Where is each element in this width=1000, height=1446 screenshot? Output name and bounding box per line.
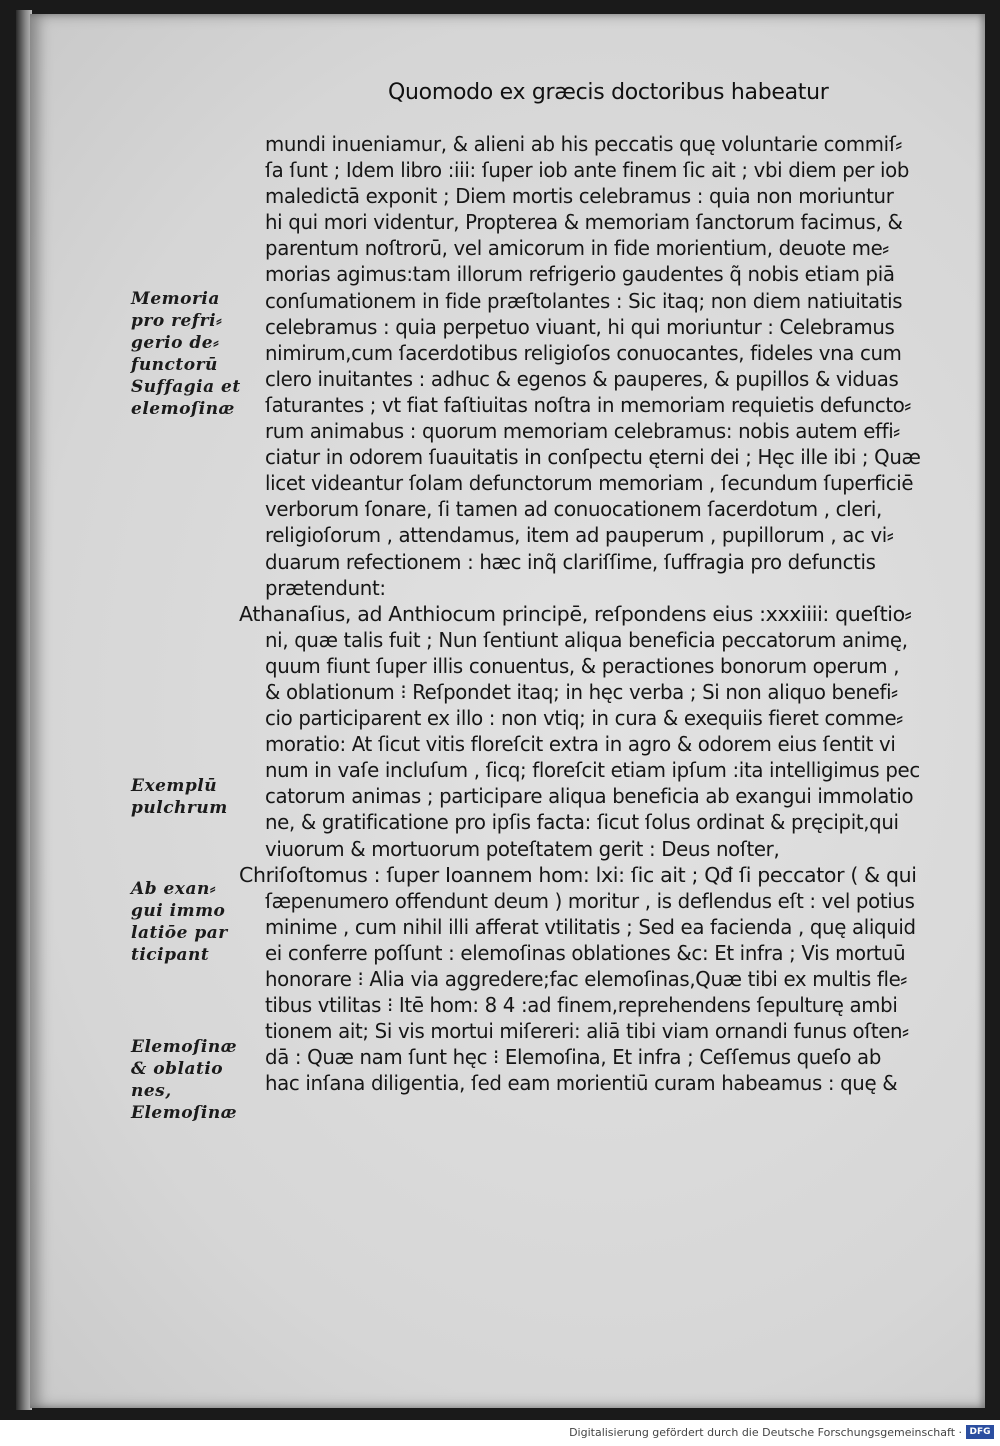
margin-note-line: Memoria <box>131 289 220 309</box>
text-line: quum fiunt ſuper illis conuentus, & peractiones bonorum operum , <box>265 653 900 678</box>
text-line: num in vaſe incluſum , ſicq; floreſcit etiam ipſum :ita intelligimus pec <box>265 758 920 783</box>
margin-note-line: gerio de⸗ <box>131 333 220 353</box>
margin-note-line: functorū <box>131 355 218 375</box>
text-line: hac inſana diligentia, ſed eam morientiū curam habeamus : quę & <box>265 1071 898 1096</box>
text-line: ſaturantes ; vt fiat faſtiuitas noſtra in memoriam requietis defuncto⸗ <box>265 392 911 417</box>
margin-note-line: Elemoſinæ <box>131 1103 238 1123</box>
margin-note-memoria <box>131 288 241 420</box>
text-line: ciatur in odorem ſuauitatis in conſpectu ęterni dei ; Hęc ille ibi ; Quæ <box>265 445 921 470</box>
text-line: tibus vtilitas ⁝ Itē hom: 8 4 :ad finem,reprehendens ſepulturę ambi <box>265 993 898 1018</box>
margin-note-exangui <box>131 878 228 966</box>
text-line: duarum refectionem : hæc inq̃ clariſſime, ſuffragia pro defunctis <box>265 549 876 574</box>
text-line: Chriſoſtomus : ſuper Ioannem hom: lxi: ſic ait ; Qđ ſi peccator ( & qui <box>239 862 917 887</box>
text-line: mundi inueniamur, & alieni ab his peccatis quę voluntarie commiſ⸗ <box>265 132 902 156</box>
margin-note-line: Ab exan⸗ <box>131 879 216 899</box>
text-line: moratio: At ſicut vitis floreſcit extra in agro & odorem eius ſentit vi <box>265 732 896 757</box>
text-line: & oblationum ⁝ Reſpondet itaq; in hęc verba ; Si non aliquo benefi⸗ <box>265 679 898 704</box>
text-line: catorum animas ; participare aliqua beneficia ab exangui immolatio <box>265 784 914 809</box>
text-line: ni, quæ talis fuit ; Nun ſentiunt aliqua beneficia peccatorum animę, <box>265 627 908 652</box>
text-line: parentum noſtrorū, vel amicorum in fide morientium, deuote me⸗ <box>265 236 889 261</box>
margin-note-line: Suffagia et <box>131 377 241 397</box>
text-line: viuorum & mortuorum poteſtatem gerit : Deus noſter, <box>265 836 780 861</box>
margin-note-line: nes, <box>131 1081 172 1101</box>
text-line: religioſorum , attendamus, item ad pauperum , pupillorum , ac vi⸗ <box>265 523 894 548</box>
text-line: hi qui mori videntur, Propterea & memoriam ſanctorum facimus, & <box>265 210 903 235</box>
text-line: cio participarent ex illo : non vtiq; in cura & exequiis fieret comme⸗ <box>265 706 903 731</box>
text-line: verborum ſonare, ſi tamen ad conuocationem ſacerdotum , cleri, <box>265 497 882 522</box>
margin-note-exemplum <box>131 775 228 819</box>
margin-note-elemosinae <box>131 1036 237 1124</box>
text-line: licet videantur ſolam defunctorum memoriam , ſecundum ſuperficiē <box>265 471 914 496</box>
margin-note-line: & oblatio <box>131 1059 224 1079</box>
text-line: honorare ⁝ Alia via aggredere;fac elemoſinas,Quæ tibi ex multis fle⸗ <box>265 967 907 991</box>
margin-note-line: elemoſinæ <box>131 399 235 419</box>
digitization-credit: Digitalisierung gefördert durch die Deutsche Forschungsgemeinschaft · <box>569 1426 962 1439</box>
running-title: Quomodo ex græcis doctoribus habeatur <box>388 80 829 105</box>
text-line: nimirum,cum ſacerdotibus religioſos conuocantes, fideles vna cum <box>265 340 902 365</box>
text-line: prætendunt: <box>265 575 386 600</box>
margin-note-line: latiōe par <box>131 923 228 943</box>
margin-note-line: Elemoſinæ <box>131 1037 238 1057</box>
text-line: rum animabus : quorum memoriam celebramus: nobis autem effi⸗ <box>265 419 900 444</box>
text-line: ſa ſunt ; Idem libro :iii: ſuper iob ante finem ſic ait ; vbi diem per iob <box>265 158 910 183</box>
text-line: celebramus : quia perpetuo viuant, hi qui moriuntur : Celebramus <box>265 314 895 339</box>
text-line: ei conferre poſſunt : elemoſinas oblationes &c: Et infra ; Vis mortuū <box>265 940 906 965</box>
text-line: tionem ait; Si vis mortui miſereri: aliā tibi viam ornandi funus oſten⸗ <box>265 1019 909 1044</box>
text-line: clero inuitantes : adhuc & egenos & pauperes, & pupillos & viduas <box>265 366 899 391</box>
margin-note-line: pro refri⸗ <box>131 311 223 331</box>
text-line: maledictā exponit ; Diem mortis celebramus : quia non moriuntur <box>265 184 894 209</box>
margin-note-line: ticipant <box>131 945 210 965</box>
dfg-logo: DFG <box>966 1425 994 1439</box>
text-line: minime , cum nihil illi afferat vtilitatis ; Sed ea facienda , quę aliquid <box>265 914 916 939</box>
text-line: conſumationem in fide præſtolantes : Sic itaq; non diem natiuitatis <box>265 288 903 313</box>
text-line: morias agimus:tam illorum refrigerio gaudentes q̃ nobis etiam piā <box>265 262 895 287</box>
text-line: ne, & gratificatione pro ipſis facta: ſicut ſolus ordinat & pręcipit,qui <box>265 810 899 835</box>
margin-note-line: pulchrum <box>131 798 228 818</box>
margin-note-line: Exemplū <box>131 776 218 796</box>
text-line: ſæpenumero offendunt deum ) moritur , is deflendus eſt : vel potius <box>265 888 915 913</box>
main-text-block <box>239 131 959 1096</box>
margin-note-line: gui immo <box>131 901 226 921</box>
text-line: dā : Quæ nam ſunt hęc ⁝ Elemoſina, Et infra ; Ceſſemus queſo ab <box>265 1045 882 1070</box>
text-line: Athanaſius, ad Anthiocum principē, reſpondens eius :xxxiiii: queſtio⸗ <box>239 601 912 626</box>
